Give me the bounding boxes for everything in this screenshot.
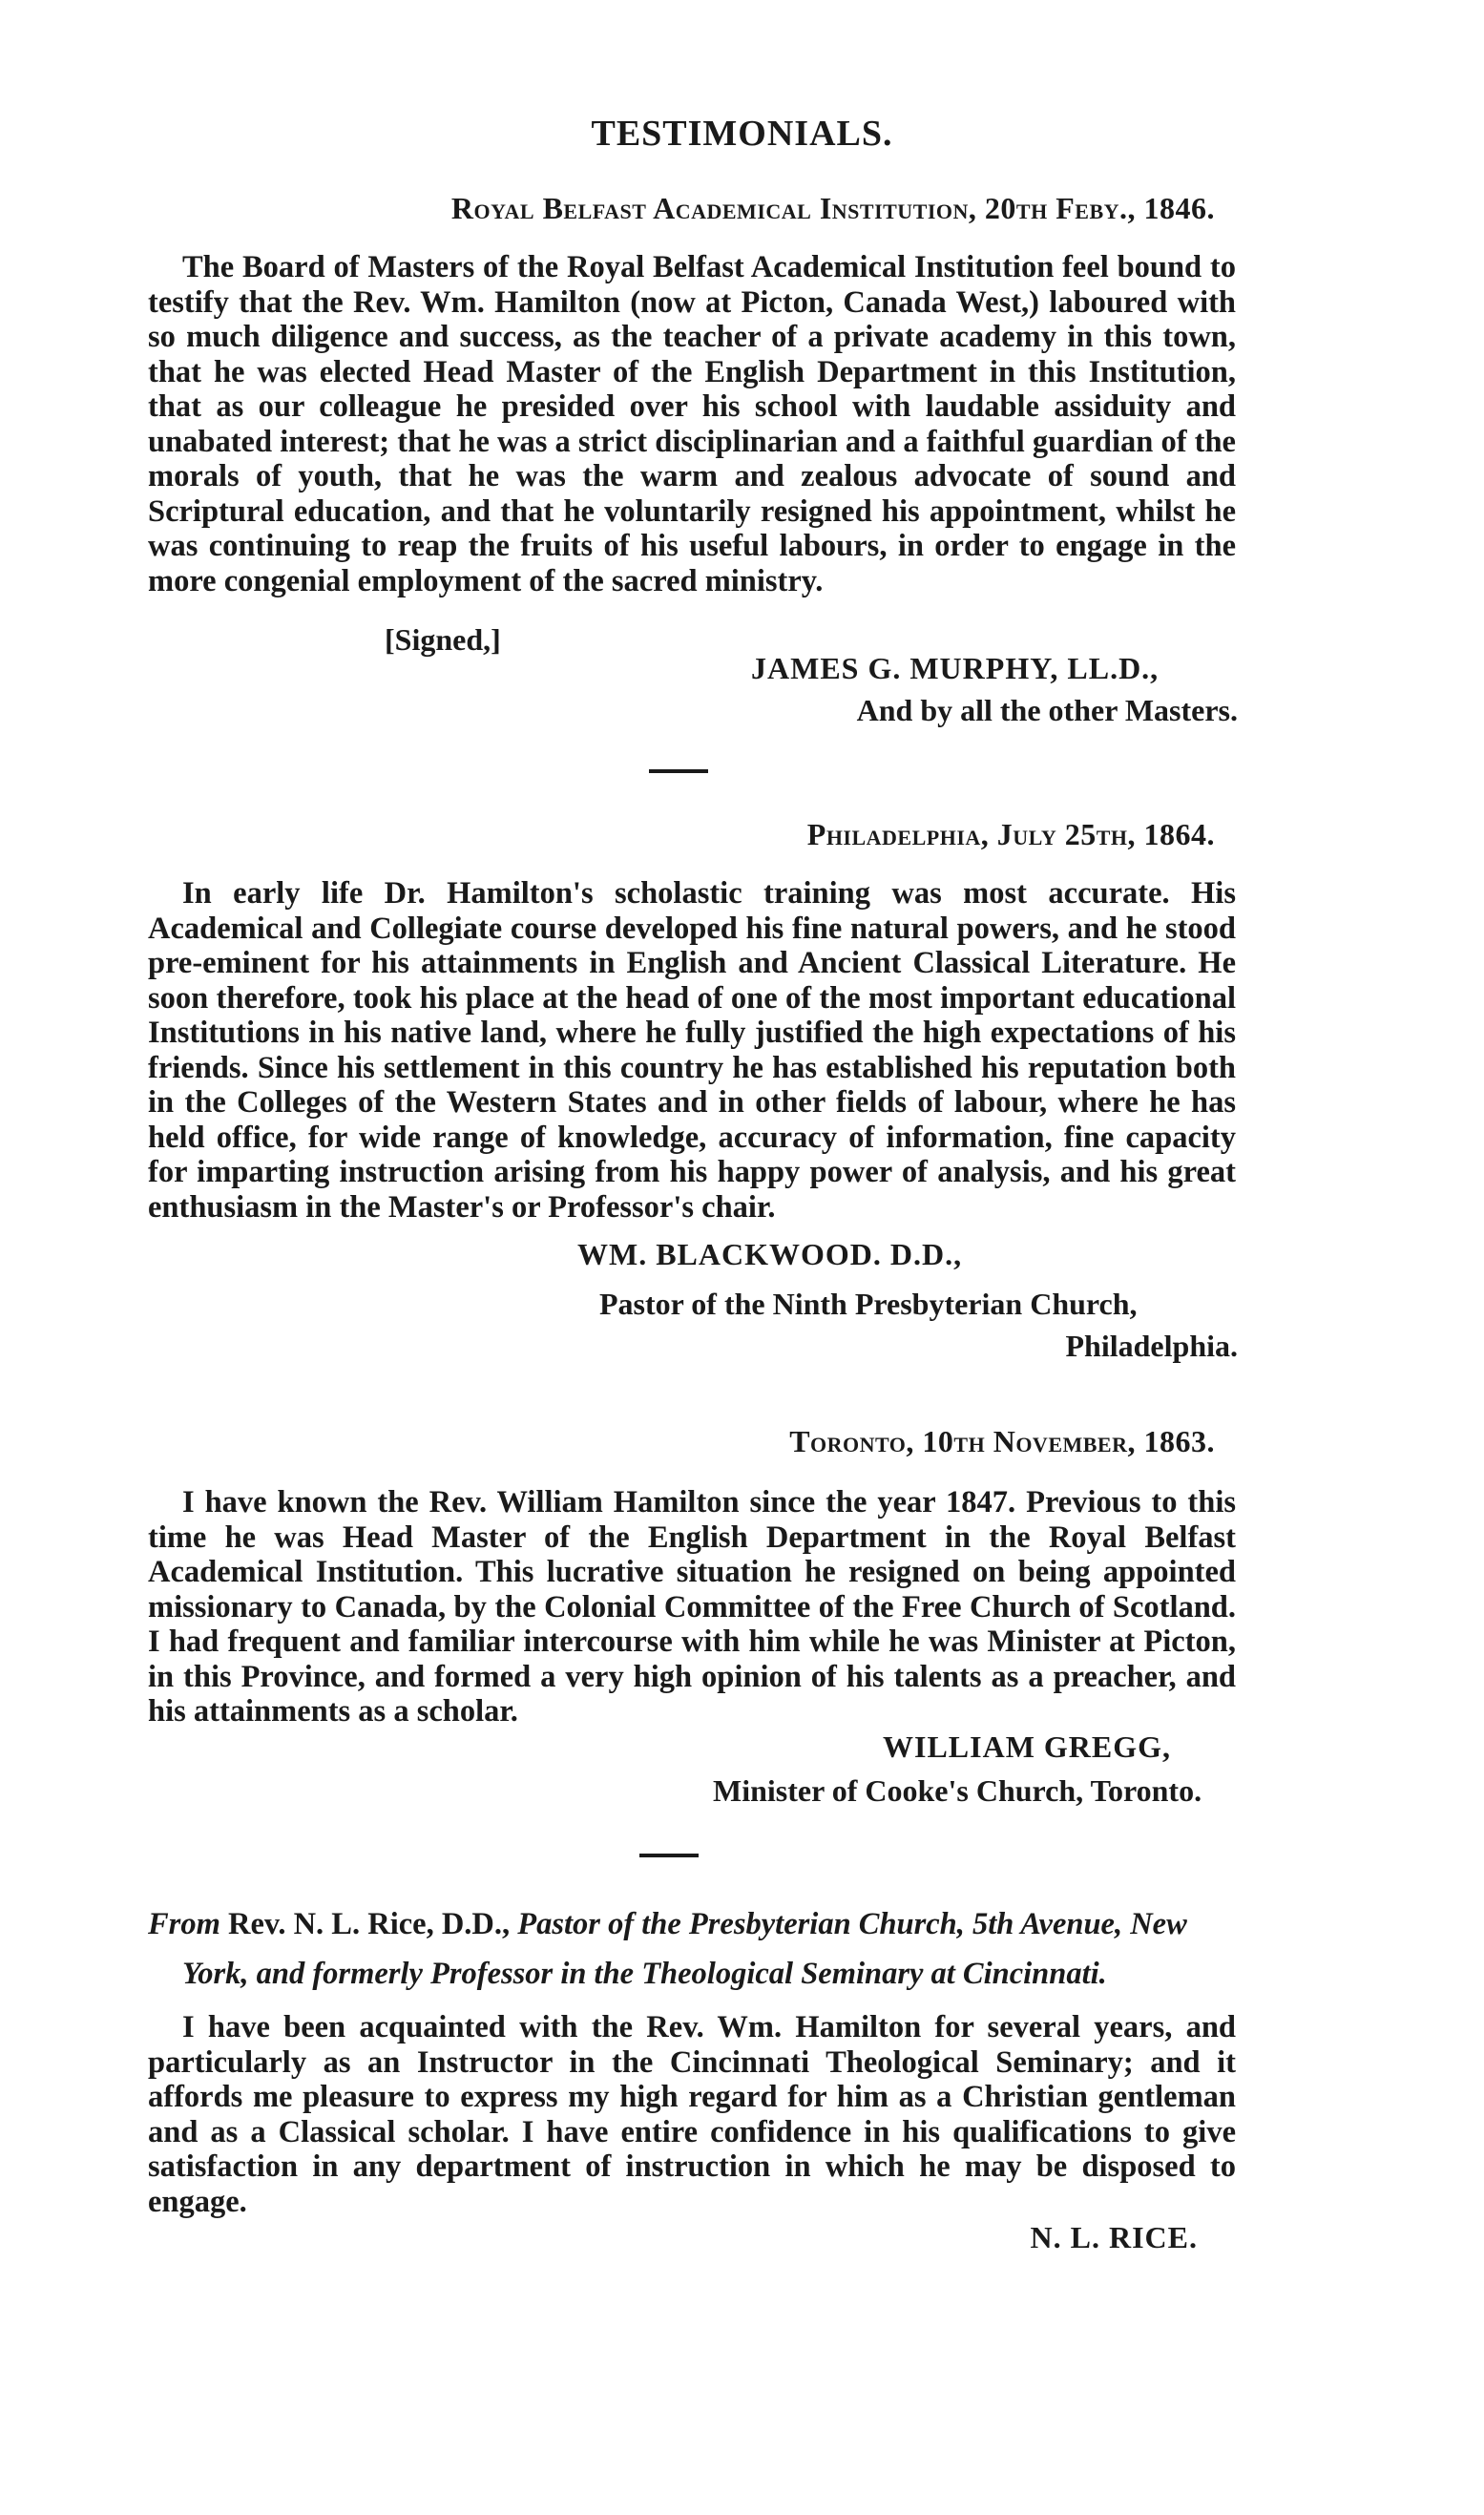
signature-blackwood-title: Pastor of the Ninth Presbyterian Church, xyxy=(599,1287,1138,1321)
signature-rice: N. L. RICE. xyxy=(1030,2220,1198,2254)
signed-label: [Signed,] xyxy=(385,622,501,657)
intro-from: From xyxy=(148,1907,220,1941)
section-divider xyxy=(649,769,708,773)
signature-gregg-title: Minister of Cooke's Church, Toronto. xyxy=(713,1773,1202,1808)
intro-rest: Pastor of the Presbyterian Church, 5th Avenue, New xyxy=(517,1907,1187,1941)
testimonial-body-blackwood: In early life Dr. Hamilton's scholastic training was most accurate. His Academical and Collegiate course developed his fine natural powers, and he stood pre-eminent for his attainments in English and Ancient Classical Literature. He soon therefore, took his place at the head of one of the most important educational Institutions in his native land, where he fully justified the high expectations of his friends. Since his settlement in this country he has established his reputation both in the Colleges of the Western States and in other fields of labour, where he has held office, for wide range of knowledge, accuracy of information, fine capacity for imparting instruction arising from his happy power of analysis, and his great enthusiasm in the Master's or Professor's chair. xyxy=(148,876,1236,1225)
intro-name: Rev. N. L. Rice, D.D., xyxy=(227,1907,511,1941)
signature-blackwood: WM. BLACKWOOD. D.D., xyxy=(577,1237,963,1271)
testimonial-body-rice: I have been acquainted with the Rev. Wm. Hamilton for several years, and particularly as an Instructor in the Cincinnati Theological Seminary; and it affords me pleasure to express my high regard for him as a Christian gentleman and as a Classical scholar. I have entire confidence in his qualifications to give satisfaction in any department of instruction in which he may be disposed to engage. xyxy=(148,2010,1236,2219)
dateline-philadelphia: Philadelphia, July 25th, 1864. xyxy=(806,817,1215,851)
signature-note-masters: And by all the other Masters. xyxy=(856,693,1238,727)
signature-gregg: WILLIAM GREGG, xyxy=(883,1729,1172,1764)
signature-murphy: JAMES G. MURPHY, LL.D., xyxy=(751,651,1160,685)
testimonial-body-gregg: I have known the Rev. William Hamilton since the year 1847. Previous to this time he was Head Master of the English Department in the Royal Belfast Academical Institution. This lucrative situation he resigned on being appointed missionary to Canada, by the Colonial Committee of the Free Church of Scotland. I had frequent and familiar intercourse with him while he was Minister at Picton, in this Province, and formed a very high opinion of his talents as a preacher, and his attainments as a scholar. xyxy=(148,1485,1236,1729)
intro-rest-line2: York, and formerly Professor in the Theological Seminary at Cincinnati. xyxy=(182,1957,1107,1991)
section-divider xyxy=(639,1854,699,1857)
page-title: TESTIMONIALS. xyxy=(591,114,893,154)
testimonial-intro-rice xyxy=(148,1899,1236,1999)
dateline-belfast: Royal Belfast Academical Institution, 20th Feby., 1846. xyxy=(450,191,1215,225)
testimonial-body-belfast: The Board of Masters of the Royal Belfast Academical Institution feel bound to testify that the Rev. Wm. Hamilton (now at Picton, Canada West,) laboured with so much diligence and success, as the teacher of a private academy in this town, that he was elected Head Master of the English Department in this Institution, that as our colleague he presided over his school with laudable assiduity and unabated interest; that he was a strict disciplinarian and a faithful guardian of the morals of youth, that he was the warm and zealous advocate of sound and Scriptural education, and that he voluntarily resigned his appointment, whilst he was continuing to reap the fruits of his useful labours, in order to engage in the more congenial employment of the sacred ministry. xyxy=(148,250,1236,598)
signature-blackwood-place: Philadelphia. xyxy=(1065,1329,1238,1363)
dateline-toronto: Toronto, 10th November, 1863. xyxy=(789,1424,1215,1458)
